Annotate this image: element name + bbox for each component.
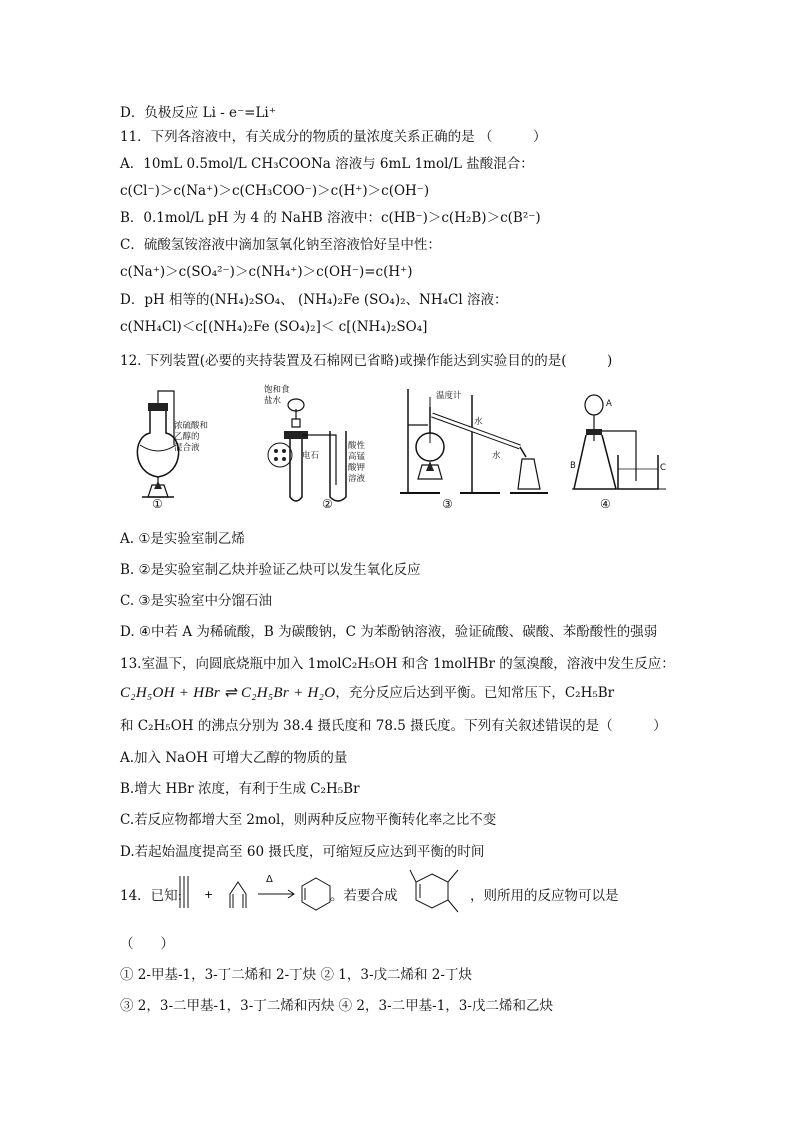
question-13-cont: 和 C₂H₅OH 的沸点分别为 38.4 摄氏度和 78.5 摄氏度。下列有关叙述错误的是（ ）: [120, 718, 667, 734]
apparatus-diagrams: [130, 385, 670, 515]
label-carbide: 电石: [302, 451, 320, 461]
question-11-option-d: D．pH 相等的(NH₄)₂SO₄、 (NH₄)₂Fe (SO₄)₂、NH₄Cl 溶液：: [120, 292, 508, 308]
label-a: A: [606, 399, 612, 409]
label-ethanol: 乙醇的: [174, 432, 200, 442]
question-12-option-b: B. ②是实验室制乙炔并验证乙炔可以发生氧化反应: [120, 562, 421, 578]
apparatus-1: [130, 385, 240, 515]
label-acidic: 酸性: [348, 441, 366, 451]
question-11: 11．下列各溶液中，有关成分的物质的量浓度关系正确的是 （ ）: [120, 129, 547, 145]
label-permanganate-2: 酸钾: [348, 463, 366, 473]
question-13-option-b: B.增大 HBr 浓度，有利于生成 C₂H₅Br: [120, 781, 360, 797]
diagram-number-3: ③: [442, 497, 453, 511]
heat-symbol: Δ: [266, 874, 273, 885]
option-d-prev: D．负极反应 Li - e⁻=Li⁺: [120, 105, 276, 121]
label-mixture: 混合液: [174, 443, 200, 453]
reaction-equation: C₂H₅OH + HBr ⇌ C₂H₅Br + H₂O: [120, 685, 336, 701]
label-water-in: 水: [474, 417, 483, 427]
svg-text:+: +: [204, 888, 214, 901]
label-permanganate-1: 高锰: [348, 452, 366, 462]
diagram-number-1: ①: [152, 497, 163, 511]
question-14-options-2: ③ 2，3-二甲基-1，3-丁二烯和丙炔 ④ 2，3-二甲基-1，3-戊二烯和乙炔: [120, 998, 553, 1014]
label-water-out: 水: [492, 451, 501, 461]
question-12-option-c: C. ③是实验室中分馏石油: [120, 593, 273, 609]
question-13-equation-line: [120, 684, 614, 702]
label-thermometer: 温度计: [436, 391, 462, 401]
question-11-option-b: B．0.1mol/L pH 为 4 的 NaHB 溶液中：c(HB⁻)＞c(H₂B)＞c(B²⁻): [120, 210, 541, 226]
diagram-number-2: ②: [322, 497, 333, 511]
equation-tail: ，充分反应后达到平衡。已知常压下，C₂H₅Br: [335, 685, 615, 701]
question-13-option-d: D.若起始温度提高至 60 摄氏度，可缩短反应达到平衡的时间: [120, 844, 485, 860]
question-14-options-1: ① 2-甲基-1，3-丁二烯和 2-丁炔 ② 1，3-戊二烯和 2-丁炔: [120, 967, 472, 983]
question-14-paren: （ ）: [120, 936, 174, 952]
apparatus-3: [400, 385, 550, 515]
question-11-option-c: C．硫酸氢铵溶液中滴加氢氧化钠至溶液恰好呈中性：: [120, 237, 441, 253]
label-solution: 溶液: [348, 474, 366, 484]
label-b: B: [570, 461, 576, 471]
question-14-post: ，则所用的反应物可以是: [470, 888, 619, 904]
diagram-number-4: ④: [600, 497, 611, 511]
question-14-prefix: 14．已知:: [120, 888, 183, 904]
question-11-option-a-expr: c(Cl⁻)＞c(Na⁺)＞c(CH₃COO⁻)＞c(H⁺)＞c(OH⁻): [120, 183, 430, 199]
acidity-test-icon: [570, 385, 680, 510]
target-molecule-icon: [408, 866, 468, 922]
question-12-option-d: D. ④中若 A 为稀硫酸，B 为碳酸钠，C 为苯酚钠溶液，验证硫酸、碳酸、苯酚酸性的强弱: [120, 624, 658, 640]
question-11-option-a: A．10mL 0.5mol/L CH₃COONa 溶液与 6mL 1mol/L 盐酸混合：: [120, 156, 534, 172]
distillation-icon: [400, 385, 550, 510]
apparatus-2: [260, 385, 380, 515]
label-c: C: [660, 463, 666, 473]
apparatus-4: [570, 385, 680, 515]
question-12: 12. 下列装置(必要的夹持装置及石棉网已省略)或操作能达到实验目的的是( ): [120, 353, 613, 369]
label-brine: 饱和食: [264, 385, 290, 395]
question-13-option-c: C.若反应物都增大至 2mol，则两种反应物平衡转化率之比不变: [120, 812, 497, 828]
question-11-option-c-expr: c(Na⁺)＞c(SO₄²⁻)＞c(NH₄⁺)＞c(OH⁻)=c(H⁺): [120, 264, 413, 280]
question-12-option-a: A. ①是实验室制乙烯: [120, 531, 245, 547]
question-14-mid: 。若要合成: [330, 888, 398, 904]
question-13: 13.室温下，向圆底烧瓶中加入 1molC₂H₅OH 和含 1molHBr 的氢溴酸，溶液中发生反应：: [120, 656, 675, 672]
question-13-option-a: A.加入 NaOH 可增大乙醇的物质的量: [120, 750, 348, 766]
question-11-option-d-expr: c(NH₄Cl)＜c[(NH₄)₂Fe (SO₄)₂]＜ c[(NH₄)₂SO₄]: [120, 319, 428, 335]
label-brine-2: 盐水: [264, 396, 282, 406]
label-conc-sulfuric: 浓硫酸和: [174, 421, 209, 431]
